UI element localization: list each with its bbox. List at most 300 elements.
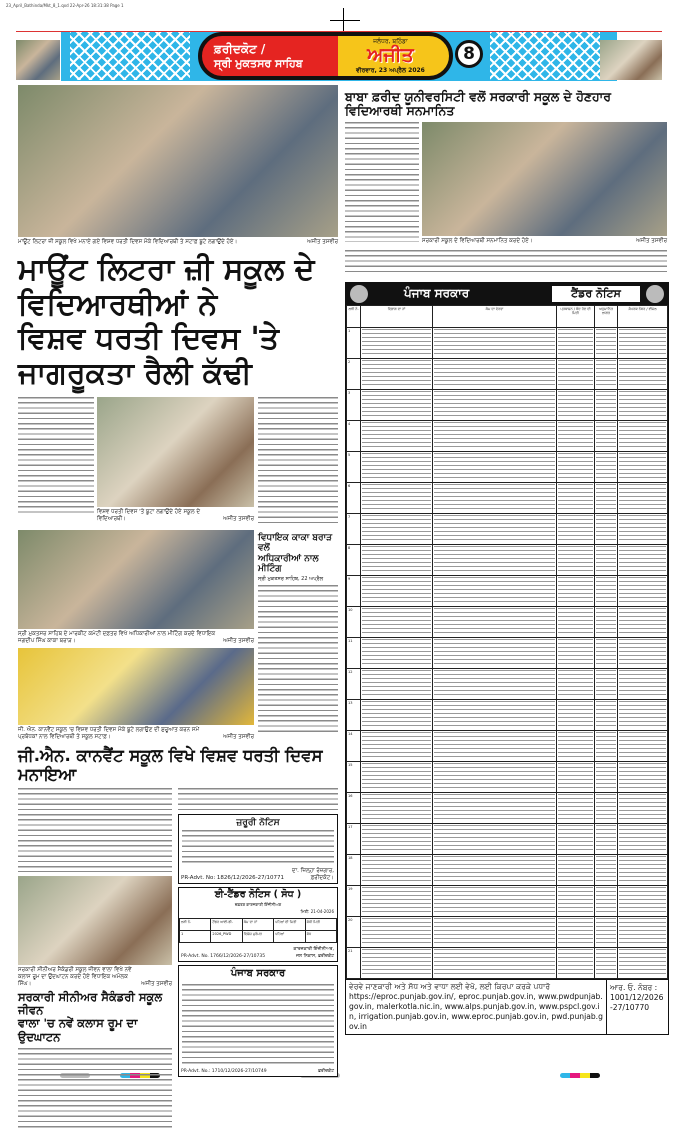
table-row [347, 389, 668, 420]
tender-cell [618, 606, 668, 637]
tender-cell [618, 730, 668, 761]
cell-text [596, 453, 616, 480]
tender-govt-title: ਪੰਜਾਬ ਸਰਕਾਰ [404, 286, 470, 301]
cell-text [362, 391, 431, 418]
tender-cell [557, 761, 595, 792]
story-headline: ਸਰਕਾਰੀ ਸੀਨੀਅਰ ਸੈਕੰਡਰੀ ਸਕੂਲ ਜੀਵਨ [18, 989, 163, 1018]
masthead-logo [198, 32, 453, 80]
cell-text [362, 887, 431, 914]
cell-text [596, 732, 616, 759]
convent-photo [18, 648, 254, 725]
cell-text [434, 825, 555, 852]
story-text [178, 788, 338, 810]
table-row [347, 854, 668, 885]
tender-cell [433, 823, 557, 854]
tender-cell [618, 947, 668, 978]
table-row [347, 761, 668, 792]
tender-cell [595, 854, 618, 885]
tender-cell [361, 451, 433, 482]
row-serial: 13 [347, 699, 361, 730]
cell-text [434, 949, 555, 976]
tender-cell [618, 482, 668, 513]
tender-cell [595, 637, 618, 668]
cell-text [434, 670, 555, 697]
tender-cell [433, 327, 557, 358]
cell-text [619, 670, 666, 697]
cell-text [434, 608, 555, 635]
cell-text [596, 608, 616, 635]
tender-cell [433, 916, 557, 947]
cell-text [619, 732, 666, 759]
tender-cell [618, 668, 668, 699]
row-serial: 8 [347, 544, 361, 575]
etender-cell: ਪਹਿਲਾਂ ਦੀ ਮਿਤੀ [274, 919, 305, 931]
tender-cell [361, 544, 433, 575]
cell-text [596, 639, 616, 666]
tender-cell [361, 947, 433, 978]
tender-cell [595, 327, 618, 358]
cell-text [434, 391, 555, 418]
cell-text [558, 515, 593, 542]
table-row [347, 730, 668, 761]
tender-cell [557, 513, 595, 544]
cell-text [362, 639, 431, 666]
photo-caption: ਸ੍ਰੀ ਮੁਕਤਸਰ ਸਾਹਿਬ ਦੇ ਮਾਰਕੀਟ ਕਮੇਟੀ ਦਫ਼ਤਰ ਵਿਖੇ ਅਧਿਕਾਰੀਆਂ ਨਾਲ ਮੀਟਿੰਗ ਕਰਦੇ ਵਿਧਾਇਕ ਜਗਦੀਪ ਸਿੰਘ ਕਾਕਾ ਬਰਾੜ। [18, 631, 216, 644]
row-serial: 3 [347, 389, 361, 420]
cell-text [558, 577, 593, 604]
cell-text [362, 515, 431, 542]
table-row [347, 792, 668, 823]
cell-text [619, 918, 666, 945]
cell-text [558, 453, 593, 480]
tender-cell [433, 730, 557, 761]
tender-cell [618, 916, 668, 947]
story-text [345, 250, 667, 274]
cell-text [596, 515, 616, 542]
table-row [347, 885, 668, 916]
honour-photo [422, 122, 667, 236]
cell-text [619, 360, 666, 387]
building-photo [16, 40, 60, 80]
page-number: 8 [455, 40, 483, 68]
main-headline: ਵਿਸ਼ਵ ਧਰਤੀ ਦਿਵਸ 'ਤੇ ਜਾਗਰੂਕਤਾ ਰੈਲੀ ਕੱਢੀ [18, 321, 279, 391]
table-row [347, 513, 668, 544]
edition-city: ਸ੍ਰੀ ਮੁਕਤਸਰ ਸਾਹਿਬ [214, 56, 303, 70]
cell-text [434, 515, 555, 542]
cell-text [619, 422, 666, 449]
etender-cell: ਪਹਿਲਾਂ [274, 931, 305, 943]
tender-cell [595, 575, 618, 606]
cell-text [558, 329, 593, 356]
cell-text [362, 577, 431, 604]
tender-cell [595, 792, 618, 823]
govt-notice-box: ਪੰਜਾਬ ਸਰਕਾਰ PR-Advt. No.: 1710/12/2026-27/10749 ਫ਼ਰੀਦਕੋਟ [178, 965, 338, 1077]
cell-text [619, 608, 666, 635]
tender-cell [557, 544, 595, 575]
cell-text [434, 453, 555, 480]
table-row [347, 637, 668, 668]
cell-text [558, 856, 593, 883]
cell-text [362, 670, 431, 697]
cell-text [434, 856, 555, 883]
cell-text [619, 484, 666, 511]
cell-text [619, 391, 666, 418]
tender-cell [595, 916, 618, 947]
cell-text [362, 608, 431, 635]
tender-cell [433, 792, 557, 823]
cell-text [596, 794, 616, 821]
etender-cell: ਟੈਂਡਰ ਆਈ.ਡੀ. [211, 919, 242, 931]
row-serial: 20 [347, 916, 361, 947]
tender-cell [557, 854, 595, 885]
row-serial: 12 [347, 668, 361, 699]
gurdwara-photo [600, 40, 662, 80]
tender-cell [361, 792, 433, 823]
story-text [258, 585, 338, 735]
row-serial: 9 [347, 575, 361, 606]
tender-cell [361, 575, 433, 606]
tender-cell [361, 823, 433, 854]
cell-text [434, 422, 555, 449]
cell-text [596, 391, 616, 418]
cell-text [434, 360, 555, 387]
tender-cell [618, 575, 668, 606]
tender-cell [618, 513, 668, 544]
cell-text [619, 856, 666, 883]
tender-cell [361, 637, 433, 668]
tender-cell [557, 699, 595, 730]
cell-text [362, 918, 431, 945]
etender-cell: ਲੜੀ ਨੰ. [180, 919, 211, 931]
row-serial: 5 [347, 451, 361, 482]
cell-text [558, 701, 593, 728]
cell-text [596, 825, 616, 852]
table-row [347, 544, 668, 575]
etender-cell: 2026_PWD [211, 931, 242, 943]
tender-cell [361, 854, 433, 885]
photo-credit: ਅਜੀਤ ਤਸਵੀਰ [223, 516, 254, 522]
cell-text [558, 887, 593, 914]
classroom-photo [18, 876, 172, 965]
cell-text [558, 360, 593, 387]
tender-cell [557, 358, 595, 389]
etender-table [179, 918, 337, 943]
tender-cell [557, 575, 595, 606]
etender-cell: ਵਿਸ਼ੇਸ਼ ਮੁਰੰਮਤ [242, 931, 273, 943]
tender-footer [346, 979, 668, 1034]
story-text [258, 397, 338, 525]
tender-cell [595, 761, 618, 792]
photo-caption: ਜੀ. ਐਨ. ਕਾਨਵੈਂਟ ਸਕੂਲ 'ਚ ਵਿਸ਼ਵ ਧਰਤੀ ਦਿਵਸ ਮੌਕੇ ਬੂਟੇ ਲਗਾਉਣ ਦੀ ਸ਼ੁਰੂਆਤ ਕਰਨ ਸਮੇਂ ਪ੍ਰਬੰਧਕਾਂ ਨਾਲ ਵਿਦਿਆਰਥੀ ਤੇ ਸਕੂਲ ਸਟਾਫ਼। [18, 727, 200, 740]
etender-cell: ਸੋਧ [305, 931, 336, 943]
cell-text [619, 701, 666, 728]
emblem-icon [646, 285, 664, 303]
table-row [347, 482, 668, 513]
cell-text [362, 329, 431, 356]
tender-cell [557, 730, 595, 761]
etender-cell: ਕੰਮ ਦਾ ਨਾਂ [242, 919, 273, 931]
tender-cell [433, 637, 557, 668]
tender-cell [361, 885, 433, 916]
edition-date: ਵੀਰਵਾਰ, 23 ਅਪ੍ਰੈਲ 2026 [355, 66, 425, 74]
tender-footer-text: ਵੇਰਵੇ ਜਾਣਕਾਰੀ ਅਤੇ ਸੋਧ ਅਤੇ ਵਾਧਾ ਲਈ ਵੇਖੋ, ਲਈ ਕਿਰਪਾ ਕਰਕੇ ਪਧਾਰੋ [349, 981, 551, 991]
tender-title: ਟੈਂਡਰ ਨੋਟਿਸ [552, 286, 640, 302]
planting-photo [97, 397, 254, 507]
tender-cell [433, 668, 557, 699]
cell-text [434, 701, 555, 728]
photo-caption: ਵਿਸ਼ਵ ਧਰਤੀ ਦਿਵਸ 'ਤੇ ਬੂਟਾ ਲਗਾਉਂਦੇ ਹੋਏ ਸਕੂਲ ਦੇ ਵਿਦਿਆਰਥੀ। [97, 509, 200, 522]
crop-mark [343, 8, 344, 32]
row-serial: 14 [347, 730, 361, 761]
tender-cell [595, 482, 618, 513]
table-row [347, 575, 668, 606]
tender-cell [618, 389, 668, 420]
cell-text [619, 887, 666, 914]
cell-text [558, 732, 593, 759]
table-row [347, 358, 668, 389]
table-row [347, 823, 668, 854]
tender-cell [557, 637, 595, 668]
story-text [18, 788, 172, 872]
cell-text [558, 763, 593, 790]
tender-cell [557, 947, 595, 978]
cell-text [558, 949, 593, 976]
tender-cell [361, 482, 433, 513]
tender-cell [618, 792, 668, 823]
row-serial: 10 [347, 606, 361, 637]
tender-cell [618, 451, 668, 482]
tender-cell [361, 327, 433, 358]
cell-text [596, 887, 616, 914]
tender-cell [361, 358, 433, 389]
tender-cell [595, 699, 618, 730]
newspaper-logo: ਅਜੀਤ [367, 44, 414, 67]
tender-cell [557, 451, 595, 482]
photo-credit: ਅਜੀਤ ਤਸਵੀਰ [141, 980, 172, 987]
etender-title: ਈ-ਟੈਂਡਰ ਨੋਟਿਸ ( ਸੋਧ ) [214, 889, 302, 901]
cell-text [596, 856, 616, 883]
tender-cell [618, 761, 668, 792]
etender-cell: 1 [180, 931, 211, 943]
row-serial: 16 [347, 792, 361, 823]
table-row [347, 699, 668, 730]
cell-text [558, 918, 593, 945]
tender-cell [557, 668, 595, 699]
cell-text [596, 949, 616, 976]
cell-text [596, 763, 616, 790]
table-row [347, 668, 668, 699]
cell-text [596, 360, 616, 387]
tender-cell [595, 544, 618, 575]
tender-cell [618, 420, 668, 451]
tender-cell [618, 358, 668, 389]
story-headline: ਵਿਧਾਇਕ ਕਾਕਾ ਬਰਾੜ ਵਲੋਂ [258, 533, 333, 554]
cell-text [362, 825, 431, 852]
tender-cell [361, 420, 433, 451]
row-serial: 6 [347, 482, 361, 513]
row-serial: 15 [347, 761, 361, 792]
meeting-photo [18, 530, 254, 629]
tender-cell [595, 885, 618, 916]
tender-cell [433, 854, 557, 885]
cell-text [362, 949, 431, 976]
cell-text [434, 918, 555, 945]
dateline: ਸ੍ਰੀ ਮੁਕਤਸਰ ਸਾਹਿਬ, 22 ਅਪ੍ਰੈਲ [258, 576, 324, 583]
row-serial: 18 [347, 854, 361, 885]
cell-text [558, 608, 593, 635]
tender-cell [557, 389, 595, 420]
cell-text [558, 546, 593, 573]
tender-table [346, 305, 668, 979]
cell-text [619, 825, 666, 852]
pattern-decoration [490, 32, 600, 80]
tender-col-header: ਸੰਪਰਕ ਨੰਬਰ / ਈਮੇਲ [618, 305, 668, 327]
cell-text [434, 329, 555, 356]
edition-city: ਫ਼ਰੀਦਕੋਟ / [214, 42, 266, 57]
tender-cell [557, 916, 595, 947]
tender-urls[interactable]: https://eproc.punjab.gov.in/, eproc.punjab.gov.in, www.pwdpunjab.gov.in, malerkotla.nic.in, www.alps.punjab.gov.in, www.pspcl.gov.in, irrigation.punjab.gov.in, www.eproc.punjab.gov.in, pwd.punjab.gov.in [349, 991, 603, 1031]
cell-text [362, 763, 431, 790]
cell-text [596, 918, 616, 945]
cell-text [596, 701, 616, 728]
photo-credit: ਅਜੀਤ ਤਸਵੀਰ [223, 734, 254, 740]
cell-text [434, 639, 555, 666]
cell-text [558, 825, 593, 852]
tender-cell [361, 389, 433, 420]
cell-text [362, 856, 431, 883]
story-headline: ਵਾਲਾ 'ਚ ਨਵੇਂ ਕਲਾਸ ਰੂਮ ਦਾ ਉਦਘਾਟਨ [18, 1016, 138, 1044]
tender-cell [433, 885, 557, 916]
cell-text [362, 794, 431, 821]
tender-cell [433, 761, 557, 792]
tender-cell [595, 420, 618, 451]
rally-photo [18, 85, 338, 237]
tender-cell [595, 451, 618, 482]
tender-cell [595, 823, 618, 854]
punjab-seal-icon [350, 285, 368, 303]
cell-text [596, 546, 616, 573]
photo-caption: ਸਰਕਾਰੀ ਸੀਨੀਅਰ ਸੈਕੰਡਰੀ ਸਕੂਲ ਜੀਵਨ ਵਾਲਾ ਵਿਖੇ ਨਵੇਂ ਕਲਾਸ ਰੂਮ ਦਾ ਉਦਘਾਟਨ ਕਰਦੇ ਹੋਏ ਵਿਧਾਇਕ ਅਮੋਲਕ ਸਿੰਘ। [18, 966, 132, 987]
cell-text [558, 484, 593, 511]
tender-cell [433, 606, 557, 637]
cell-text [596, 422, 616, 449]
tender-cell [433, 947, 557, 978]
cell-text [619, 515, 666, 542]
tender-cell [433, 513, 557, 544]
cell-text [558, 422, 593, 449]
cell-text [619, 763, 666, 790]
edition-location: ਜਲੰਧਰ, ਬਠਿੰਡਾ [373, 37, 408, 45]
left-column [18, 85, 338, 1128]
story-headline: ਜੀ.ਐਨ. ਕਾਨਵੈਂਟ ਸਕੂਲ ਵਿਖੇ ਵਿਸ਼ਵ ਧਰਤੀ ਦਿਵਸ ਮਨਾਇਆ [18, 746, 323, 784]
tender-col-header: ਲੜੀ ਨੰ. [347, 305, 361, 327]
story-headline: ਬਾਬਾ ਫ਼ਰੀਦ ਯੂਨੀਵਰਸਿਟੀ ਵਲੋਂ ਸਰਕਾਰੀ ਸਕੂਲ ਦੇ ਹੋਣਹਾਰ ਵਿਦਿਆਰਥੀ ਸਨਮਾਨਿਤ [345, 89, 612, 119]
tender-cell [557, 885, 595, 916]
table-row [347, 916, 668, 947]
table-row [347, 451, 668, 482]
etender-box: ਈ-ਟੈਂਡਰ ਨੋਟਿਸ ( ਸੋਧ ) ਦਫ਼ਤਰ ਕਾਰਜਕਾਰੀ ਇੰਜੀਨੀਅਰ ਮਿਤੀ: 21-04-2026 ਲੜੀ ਨੰ. ਟੈਂਡਰ ਆਈ.ਡੀ. ਕੰਮ ਦਾ ਨਾਂ ਪਹਿਲਾਂ ਦੀ ਮਿਤੀ ਸੋਧੀ ਮਿਤੀ 1 2026_PWD ਵਿਸ਼ੇਸ਼ ਮੁਰੰਮਤ ਪਹਿਲਾਂ ਸੋਧ ਕਾਰਜਕਾਰੀ ਇੰਜੀਨੀਅਰ, PR-Advt. No. 1766/12/2026-27/10735 ਜਲ ਨਿਕਾਸ, ਫ਼ਰੀਦਕੋਟ [178, 887, 338, 962]
notice-title: ਜ਼ਰੂਰੀ ਨੋਟਿਸ [236, 817, 280, 828]
row-serial: 2 [347, 358, 361, 389]
tender-cell [618, 637, 668, 668]
tender-cell [433, 451, 557, 482]
cell-text [434, 732, 555, 759]
tender-cell [595, 389, 618, 420]
tender-notice [345, 282, 669, 1035]
row-serial: 7 [347, 513, 361, 544]
photo-credit: ਅਜੀਤ ਤਸਵੀਰ [223, 638, 254, 644]
cell-text [362, 453, 431, 480]
adv-number: 1001/12/2026-27/10770 [610, 992, 664, 1012]
tender-cell [557, 327, 595, 358]
main-headline: ਮਾਊਂਟ ਲਿਟਰਾ ਜ਼ੀ ਸਕੂਲ ਦੇ ਵਿਦਿਆਰਥੀਆਂ ਨੇ [18, 252, 315, 322]
cell-text [596, 670, 616, 697]
cell-text [596, 577, 616, 604]
cell-text [434, 887, 555, 914]
cell-text [434, 546, 555, 573]
cell-text [434, 577, 555, 604]
tender-cell [557, 792, 595, 823]
photo-credit: ਅਜੀਤ ਤਸਵੀਰ [307, 239, 338, 245]
cell-text [558, 639, 593, 666]
cell-text [362, 732, 431, 759]
tender-cell [618, 544, 668, 575]
tender-cell [595, 513, 618, 544]
story-text [345, 122, 419, 242]
cell-text [558, 391, 593, 418]
cell-text [362, 484, 431, 511]
photo-caption: ਮਾਊਂਟ ਲਿਟਰਾ ਜ਼ੀ ਸਕੂਲ ਵਿਖੇ ਮਨਾਏ ਗਏ ਵਿਸ਼ਵ ਧਰਤੀ ਦਿਵਸ ਮੌਕੇ ਵਿਦਿਆਰਥੀ ਤੇ ਸਟਾਫ਼ ਬੂਟੇ ਲਗਾਉਂਦੇ ਹੋਏ। [18, 239, 238, 245]
tender-cell [557, 482, 595, 513]
tender-cell [433, 544, 557, 575]
table-row [347, 327, 668, 358]
pattern-decoration [70, 32, 190, 80]
cell-text [619, 577, 666, 604]
tender-cell [557, 606, 595, 637]
govt-notice-text [182, 984, 334, 1064]
tender-col-header: ਪ੍ਰਕਾਸ਼ਨ / ਬੰਦ ਹੋਣ ਦੀ ਮਿਤੀ [557, 305, 595, 327]
tender-col-header: ਅਨੁਮਾਨਿਤ ਲਾਗਤ [595, 305, 618, 327]
tender-cell [361, 699, 433, 730]
tender-cell [433, 482, 557, 513]
tender-cell [433, 699, 557, 730]
cell-text [619, 794, 666, 821]
cell-text [619, 453, 666, 480]
story-text [18, 397, 94, 515]
tender-cell [557, 420, 595, 451]
tender-cell [618, 327, 668, 358]
notice-signature: ਦਾ. ਜ਼ਿਲ੍ਹਾ ਰੋਜ਼ਗਾਰ, [291, 868, 334, 875]
tender-cell [618, 823, 668, 854]
tender-col-header: ਵਿਭਾਗ ਦਾ ਨਾਂ [361, 305, 433, 327]
cell-text [596, 484, 616, 511]
cell-text [596, 329, 616, 356]
row-serial: 11 [347, 637, 361, 668]
notice-adv: PR-Advt. No: 1826/12/2026-27/10771 ਫ਼ਰੀਦਕੋਟ। [181, 875, 334, 882]
cell-text [434, 763, 555, 790]
cell-text [619, 949, 666, 976]
photo-credit: ਅਜੀਤ ਤਸਵੀਰ [636, 237, 667, 244]
row-serial: 21 [347, 947, 361, 978]
row-serial: 4 [347, 420, 361, 451]
tender-cell [557, 823, 595, 854]
cell-text [619, 329, 666, 356]
tender-cell [361, 513, 433, 544]
tender-cell [595, 730, 618, 761]
tender-cell [618, 885, 668, 916]
color-bar [560, 1073, 600, 1078]
tender-cell [361, 730, 433, 761]
